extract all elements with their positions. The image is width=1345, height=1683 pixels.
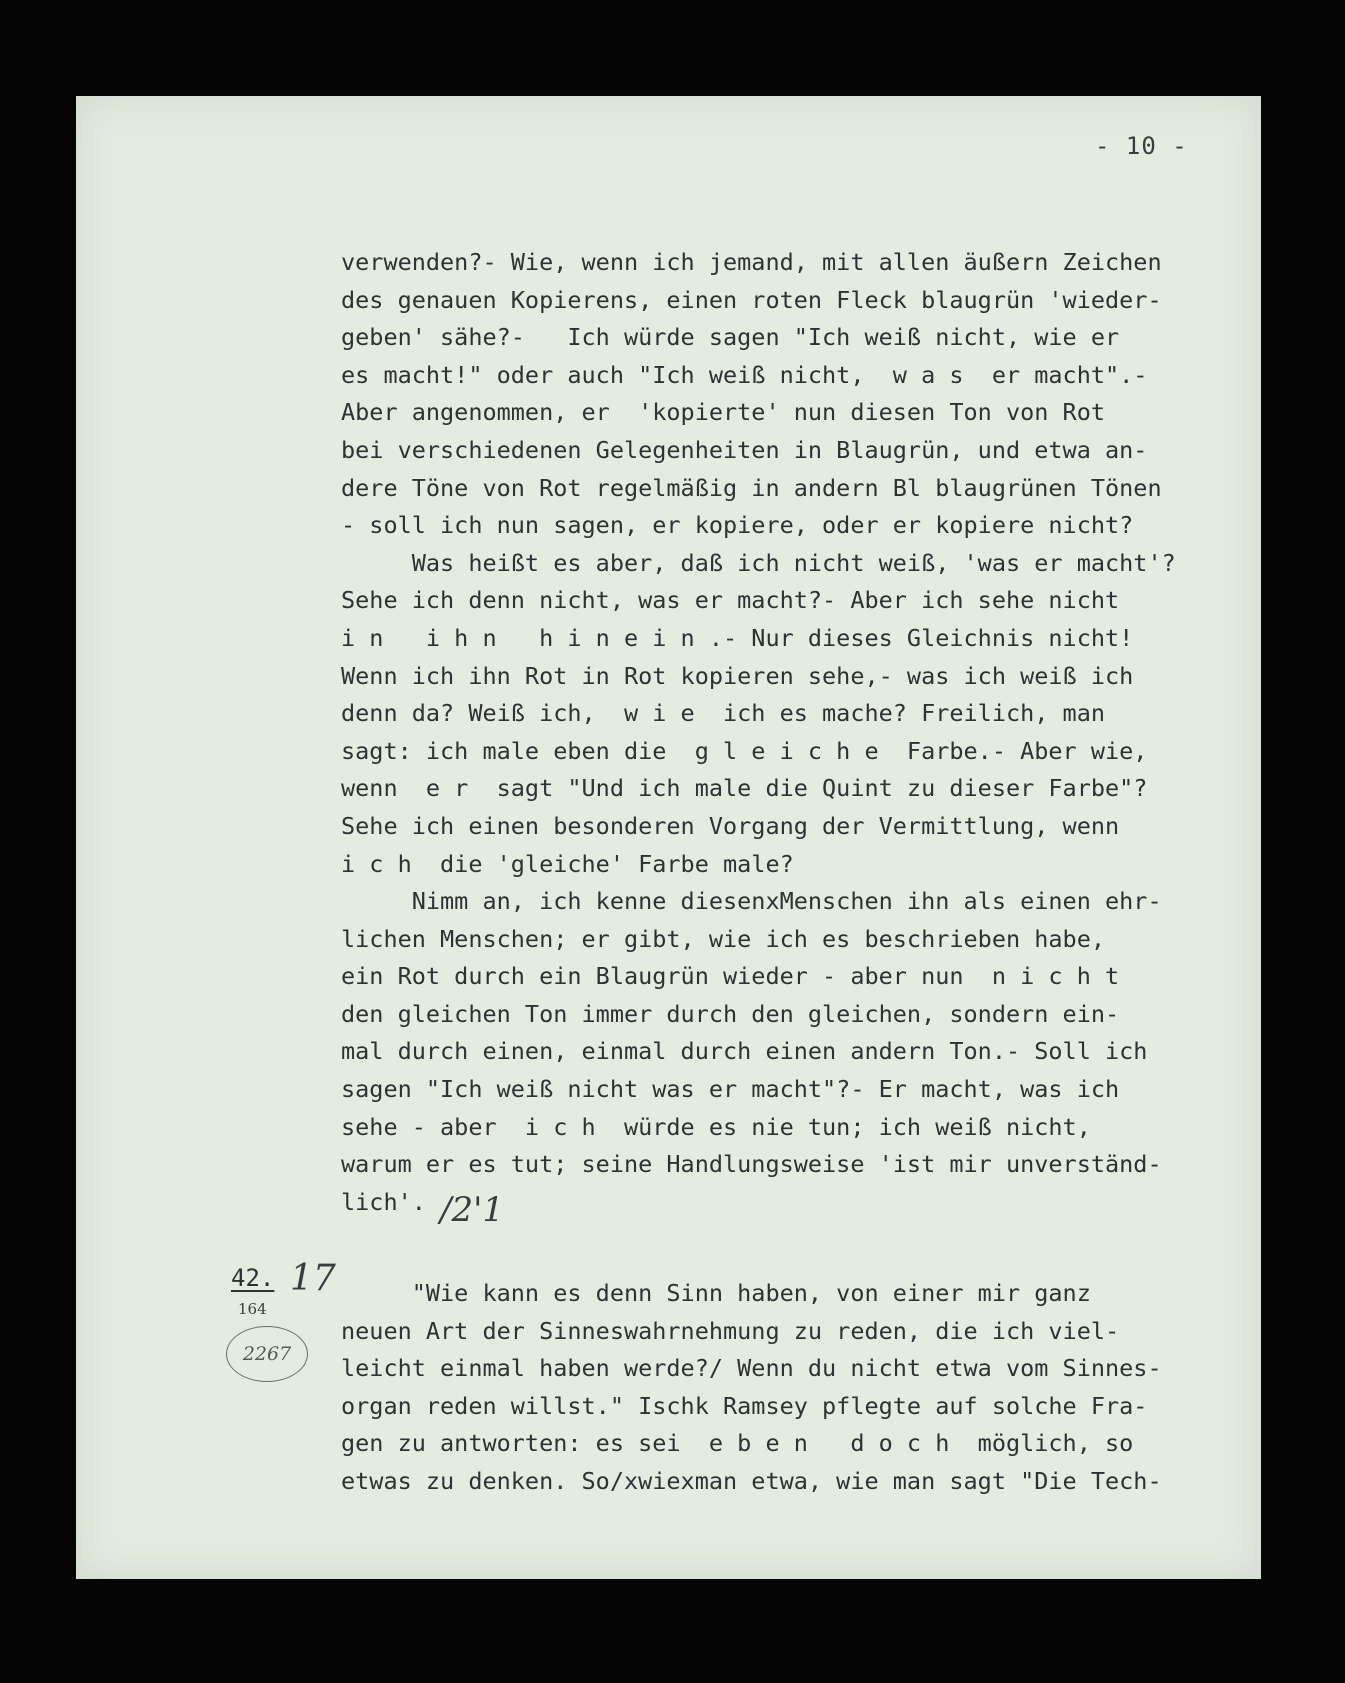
circled-number: 2267 — [226, 1326, 308, 1382]
text-line: sagen "Ich weiß nicht was er macht"?- Er macht, was ich — [341, 1075, 1120, 1104]
text-line: i c h die 'gleiche' Farbe male? — [341, 849, 794, 878]
text-line: neuen Art der Sinneswahrnehmung zu reden, die ich viel- — [341, 1316, 1120, 1345]
text-line: Aber angenommen, er 'kopierte' nun diesen Ton von Rot — [341, 398, 1106, 427]
handwritten-number: 17 — [290, 1258, 336, 1299]
text-line: geben' sähe?- Ich würde sagen "Ich weiß nicht, wie er — [341, 323, 1120, 352]
text-line: Wenn ich ihn Rot in Rot kopieren sehe,- was ich weiß ich — [341, 661, 1134, 690]
old-remark-number: 164 — [238, 1300, 267, 1318]
remark-number: 42. — [231, 1264, 275, 1292]
text-line: mal durch einen, einmal durch einen andern Ton.- Soll ich — [341, 1037, 1148, 1066]
text-line: des genauen Kopierens, einen roten Fleck blaugrün 'wieder- — [341, 285, 1162, 314]
text-line: "Wie kann es denn Sinn haben, von einer mir ganz — [341, 1279, 1091, 1308]
text-line: i n i h n h i n e i n .- Nur dieses Gleichnis nicht! — [341, 623, 1134, 652]
text-line: ein Rot durch ein Blaugrün wieder - aber nun n i c h t — [341, 962, 1120, 991]
text-line: den gleichen Ton immer durch den gleichen, sondern ein- — [341, 999, 1120, 1028]
text-line: Sehe ich denn nicht, was er macht?- Aber ich sehe nicht — [341, 586, 1120, 615]
text-line: leicht einmal haben werde?/ Wenn du nicht etwa vom Sinnes- — [341, 1354, 1162, 1383]
text-line: lich'. — [341, 1187, 426, 1216]
text-line: sehe - aber i c h würde es nie tun; ich weiß nicht, — [341, 1112, 1091, 1141]
text-line: Was heißt es aber, daß ich nicht weiß, 'was er macht'? — [341, 548, 1176, 577]
text-line: verwenden?- Wie, wenn ich jemand, mit allen äußern Zeichen — [341, 248, 1162, 276]
typed-text-block — [341, 244, 1261, 1501]
text-line: etwas zu denken. So/xwiexman etwa, wie man sagt "Die Tech- — [341, 1467, 1162, 1495]
text-line: organ reden willst." Ischk Ramsey pflegte auf solche Fra- — [341, 1391, 1148, 1420]
text-line: - soll ich nun sagen, er kopiere, oder er kopiere nicht? — [341, 511, 1134, 540]
page-number: - 10 - — [1095, 132, 1188, 160]
text-line: Nimm an, ich kenne diesenxMenschen ihn als einen ehr- — [341, 887, 1162, 916]
text-line: warum er es tut; seine Handlungsweise 'ist mir unverständ- — [341, 1150, 1162, 1179]
text-line: bei verschiedenen Gelegenheiten in Blaugrün, und etwa an- — [341, 435, 1148, 464]
text-line: denn da? Weiß ich, w i e ich es mache? Freilich, man — [341, 699, 1106, 728]
text-line: dere Töne von Rot regelmäßig in andern Bl blaugrünen Tönen — [341, 473, 1162, 502]
text-line: es macht!" oder auch "Ich weiß nicht, w a s er macht".- — [341, 360, 1148, 389]
text-line: wenn e r sagt "Und ich male die Quint zu dieser Farbe"? — [341, 774, 1148, 803]
text-line: sagt: ich male eben die g l e i c h e Farbe.- Aber wie, — [341, 736, 1148, 765]
handwritten-note: /2'1 — [440, 1190, 505, 1230]
text-line: gen zu antworten: es sei e b e n d o c h möglich, so — [341, 1429, 1134, 1458]
text-line: lichen Menschen; er gibt, wie ich es beschrieben habe, — [341, 924, 1106, 953]
text-line: Sehe ich einen besonderen Vorgang der Vermittlung, wenn — [341, 811, 1120, 840]
